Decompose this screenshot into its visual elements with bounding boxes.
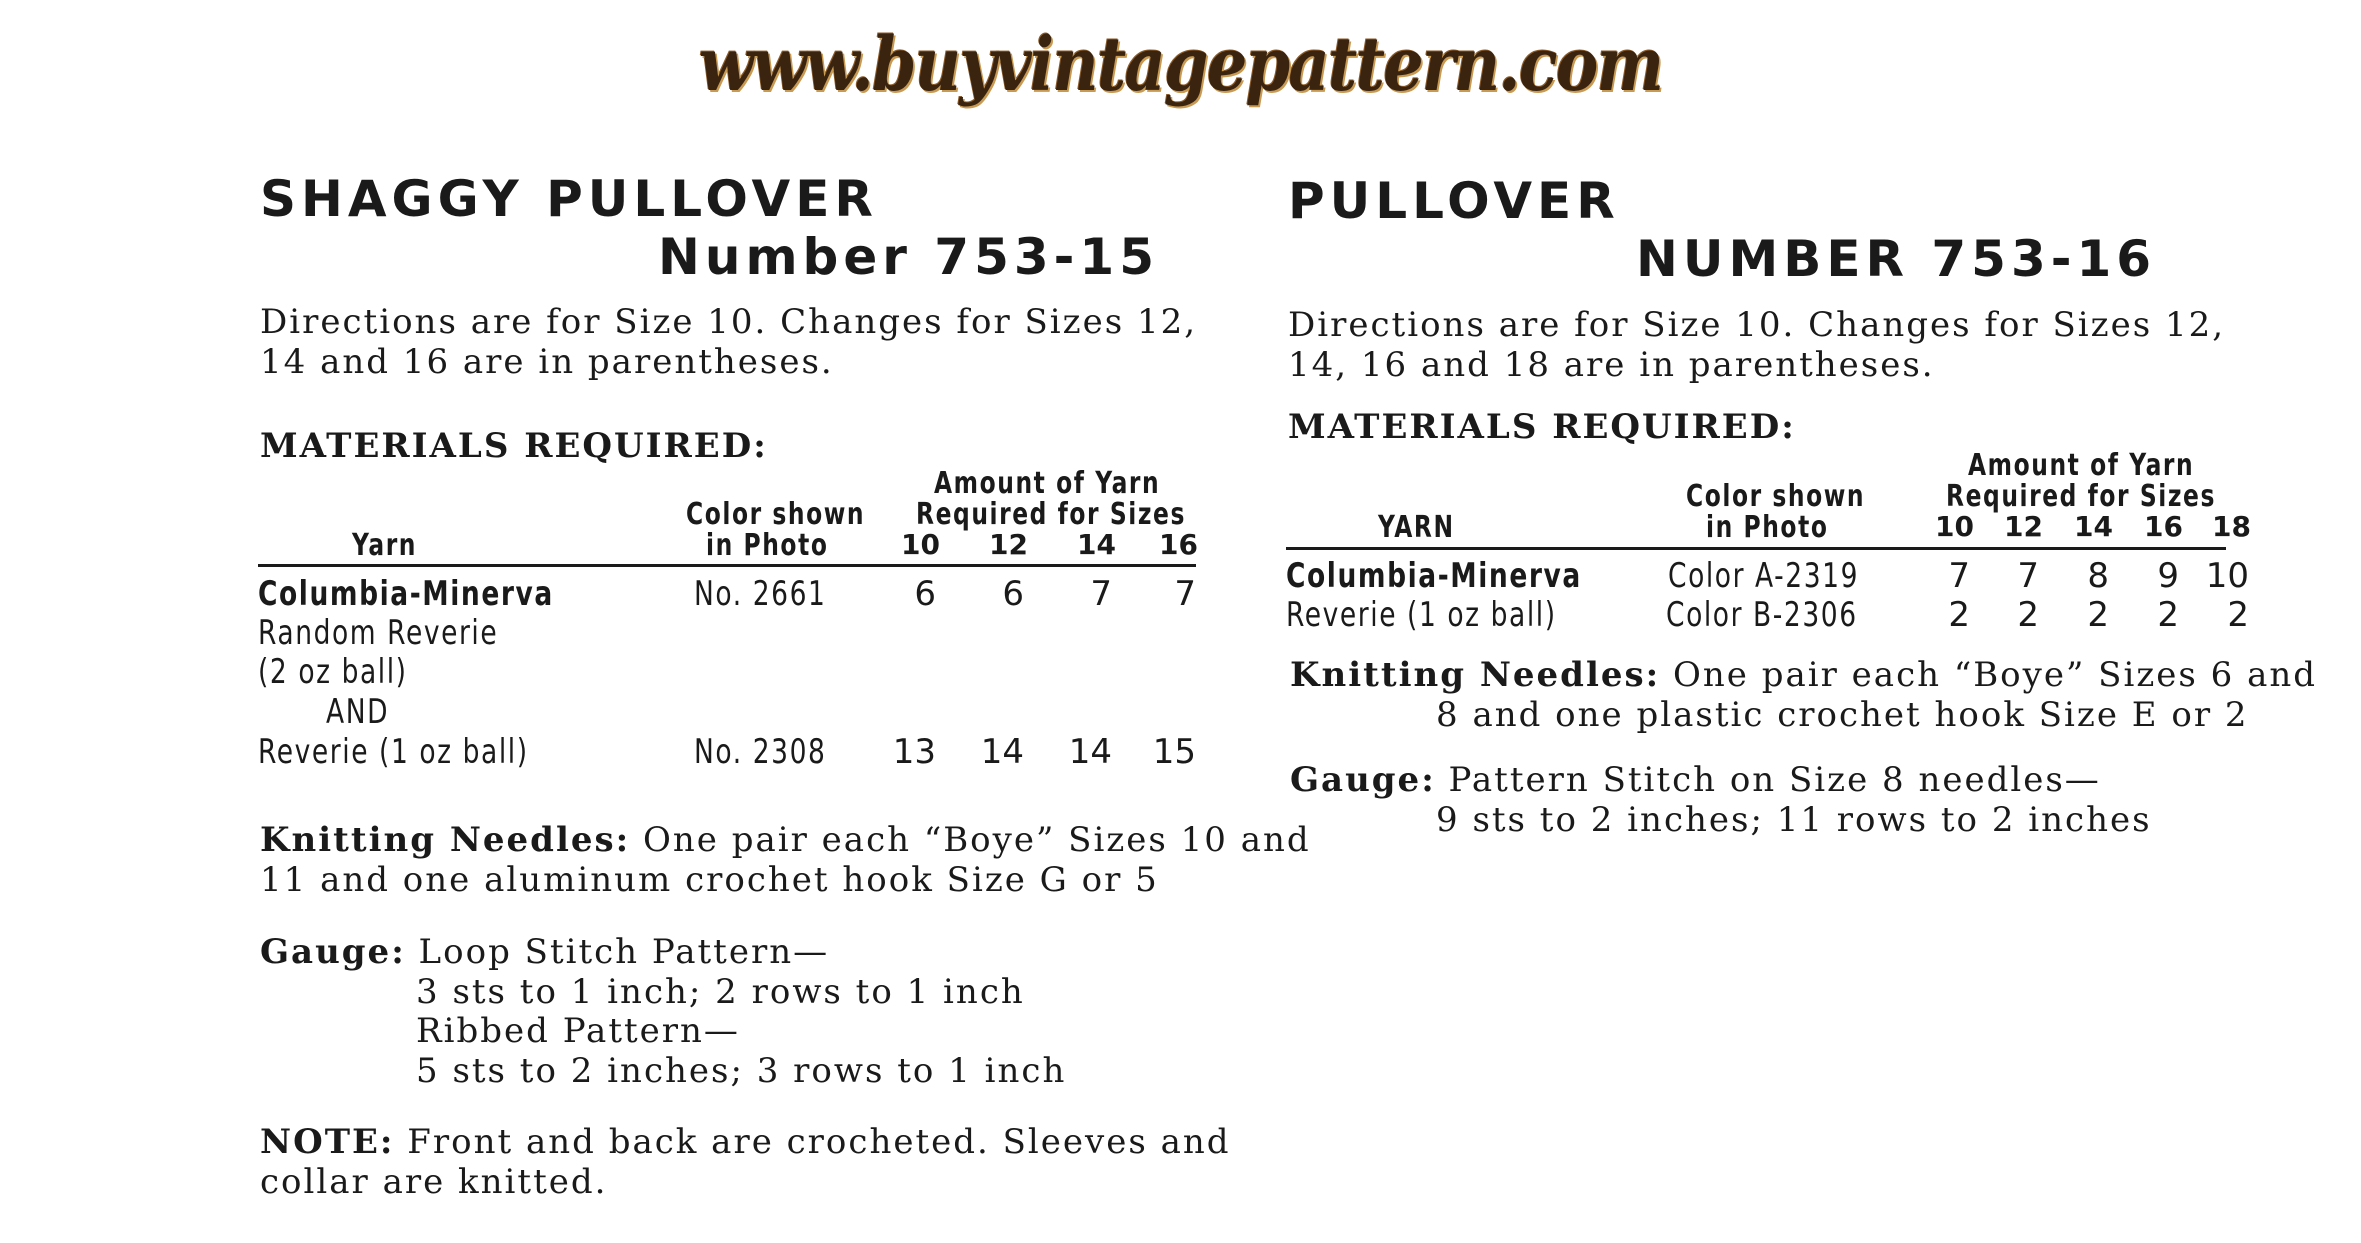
needles-line-1	[260, 820, 1311, 860]
gauge-label: Gauge:	[260, 932, 406, 972]
yarn-1-size-18: 10	[2205, 556, 2249, 596]
materials-heading: MATERIALS REQUIRED:	[260, 426, 768, 466]
size-header-12: 12	[2004, 510, 2043, 543]
size-header-10: 10	[901, 528, 940, 561]
directions-line-2: 14 and 16 are in parentheses.	[260, 342, 834, 382]
note-line-2: collar are knitted.	[260, 1162, 608, 1202]
directions-line-1: Directions are for Size 10. Changes for Sizes 12,	[1288, 305, 2226, 345]
yarn-color-1: No. 2661	[694, 574, 827, 614]
directions-line-1: Directions are for Size 10. Changes for Sizes 12,	[260, 302, 1198, 342]
note-text-1: Front and back are crocheted. Sleeves and	[394, 1122, 1231, 1162]
note-label: NOTE:	[260, 1122, 395, 1162]
materials-heading: MATERIALS REQUIRED:	[1288, 407, 1796, 447]
note-line-1	[260, 1122, 1231, 1162]
yarn-2-size-18: 2	[2227, 595, 2249, 635]
yarn-1-size-10: 6	[914, 574, 936, 614]
yarn-1-size-16: 7	[1174, 574, 1196, 614]
yarn-name-1b: Random Reverie	[258, 613, 499, 653]
needles-text-1: One pair each “Boye” Sizes 10 and	[630, 820, 1311, 860]
yarn-1-size-14: 8	[2087, 556, 2109, 596]
color-header-1: Color shown	[1686, 479, 1866, 514]
site-logo: www.buyvintagepattern.com	[698, 22, 1663, 108]
gauge-text-1: Loop Stitch Pattern—	[405, 932, 830, 972]
yarn-2-size-14: 2	[2087, 595, 2109, 635]
yarn-color-2: Color B-2306	[1666, 595, 1858, 635]
size-header-10: 10	[1935, 510, 1974, 543]
amount-header-2: Required for Sizes	[916, 497, 1186, 532]
gauge-line-3: Ribbed Pattern—	[416, 1011, 740, 1051]
yarn-name-2: Reverie (1 oz ball)	[1286, 595, 1557, 635]
yarn-2-size-14: 14	[1068, 732, 1112, 772]
yarn-header: Yarn	[352, 528, 418, 563]
size-header-16: 16	[1159, 528, 1198, 561]
yarn-color-2: No. 2308	[694, 732, 827, 772]
yarn-1-size-14: 7	[1090, 574, 1112, 614]
and-label: AND	[326, 692, 390, 732]
pattern-title: SHAGGY PULLOVER	[260, 170, 878, 228]
yarn-1-size-16: 9	[2157, 556, 2179, 596]
table-rule	[1286, 547, 2226, 550]
needles-label: Knitting Needles:	[260, 820, 631, 860]
amount-header-2: Required for Sizes	[1946, 479, 2216, 514]
yarn-name-1: Columbia-Minerva	[258, 574, 554, 614]
yarn-2-size-12: 14	[980, 732, 1024, 772]
gauge-label: Gauge:	[1290, 760, 1436, 800]
yarn-1-size-10: 7	[1948, 556, 1970, 596]
needles-line-2: 11 and one aluminum crochet hook Size G or 5	[260, 860, 1159, 900]
yarn-2-size-16: 2	[2157, 595, 2179, 635]
size-header-14: 14	[1077, 528, 1116, 561]
yarn-header: YARN	[1378, 510, 1455, 545]
pattern-title: PULLOVER	[1288, 172, 1620, 230]
yarn-name-1c: (2 oz ball)	[258, 652, 408, 692]
yarn-2-size-16: 15	[1152, 732, 1196, 772]
amount-header-1: Amount of Yarn	[934, 466, 1161, 501]
pattern-number: Number 753-15	[658, 228, 1160, 286]
gauge-text-1: Pattern Stitch on Size 8 needles—	[1435, 760, 2101, 800]
yarn-2-size-10: 2	[1948, 595, 1970, 635]
yarn-name-1: Columbia-Minerva	[1286, 556, 1582, 596]
table-rule	[258, 564, 1196, 567]
size-header-16: 16	[2144, 510, 2183, 543]
directions-line-2: 14, 16 and 18 are in parentheses.	[1288, 345, 1935, 385]
needles-line-2: 8 and one plastic crochet hook Size E or 2	[1436, 695, 2249, 735]
yarn-color-1: Color A-2319	[1668, 556, 1860, 596]
gauge-line-4: 5 sts to 2 inches; 3 rows to 1 inch	[416, 1051, 1067, 1091]
gauge-line-2: 3 sts to 1 inch; 2 rows to 1 inch	[416, 972, 1025, 1012]
yarn-2-size-12: 2	[2017, 595, 2039, 635]
color-header-1: Color shown	[686, 497, 866, 532]
gauge-line-1	[1290, 760, 2101, 800]
needles-label: Knitting Needles:	[1290, 655, 1661, 695]
color-header-2: in Photo	[706, 528, 829, 563]
gauge-line-1	[260, 932, 829, 972]
amount-header-1: Amount of Yarn	[1968, 448, 2195, 483]
needles-text-1: One pair each “Boye” Sizes 6 and	[1660, 655, 2318, 695]
size-header-14: 14	[2074, 510, 2113, 543]
color-header-2: in Photo	[1706, 510, 1829, 545]
needles-line-1	[1290, 655, 2317, 695]
size-header-18: 18	[2212, 510, 2251, 543]
pattern-number: NUMBER 753-16	[1636, 230, 2157, 288]
yarn-name-2: Reverie (1 oz ball)	[258, 732, 529, 772]
gauge-line-2: 9 sts to 2 inches; 11 rows to 2 inches	[1436, 800, 2152, 840]
yarn-1-size-12: 7	[2017, 556, 2039, 596]
yarn-1-size-12: 6	[1002, 574, 1024, 614]
yarn-2-size-10: 13	[892, 732, 936, 772]
size-header-12: 12	[989, 528, 1028, 561]
